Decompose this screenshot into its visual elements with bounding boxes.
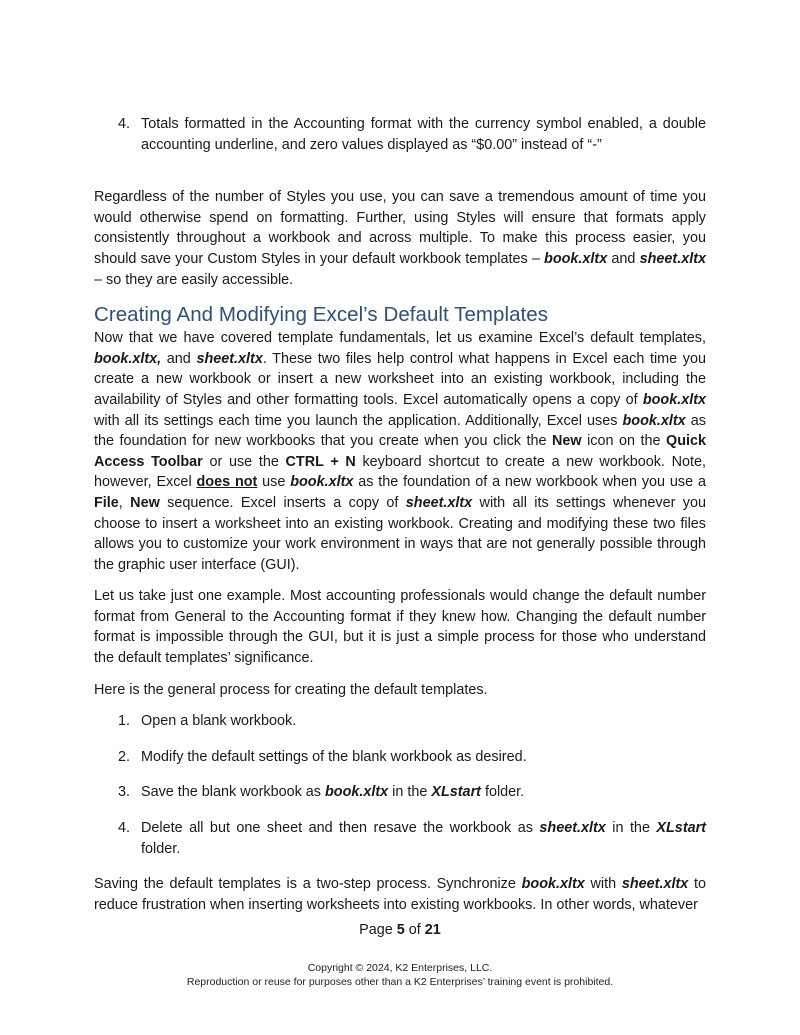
list-item: 2. Modify the default settings of the blank workbook as desired. — [118, 748, 527, 765]
paragraph-example: Let us take just one example. Most accounting professionals would change the default number format from General to the Accounting format if they knew how. Changing the default number format is impossible through the GUI, but it is just a simple process for those who understand the default templates’ significance. — [94, 588, 706, 667]
list-text: Totals formatted in the Accounting format with the currency symbol enabled, a double accounting underline, and zero values displayed as “$0.00” instead of “-” — [141, 116, 706, 153]
paragraph-synchronize: Saving the default templates is a two-step process. Synchronize book.xltx with sheet.xltx to reduce frustration when inserting worksheets into existing workbooks. In other words, whatever — [94, 876, 707, 913]
document-body — [94, 114, 706, 915]
list-number: 4. — [118, 116, 131, 132]
section-heading: Creating And Modifying Excel’s Default Templates — [94, 303, 549, 327]
list-item: 1. Open a blank workbook. — [118, 713, 297, 730]
paragraph-styles: Regardless of the number of Styles you use, you can save a tremendous amount of time you would otherwise spend on formatting. Further, using Styles will ensure that formats apply consistently throughout a workbook and across multiple. To make this process easier, you should save your Custom Styles in your default workbook templates – book.xltx and sheet.xltx – so they are easily accessible. — [94, 189, 706, 288]
paragraph-default-templates: Now that we have covered template fundamentals, let us examine Excel’s default templates, book.xltx, and sheet.xltx. These two files help control what happens in Excel each time you create a new workbook or insert a new worksheet into an existing workbook, including the availability of Styles and other formatting tools. Excel automatically opens a copy of book.xltx with all its settings each time you launch the application. Additionally, Excel uses book.xltx as the foundation for new workbooks that you create when you click the New icon on the Quick Access Toolbar or use the CTRL + N keyboard shortcut to create a new workbook. Note, however, Excel does not use book.xltx as the foundation of a new workbook when you use a File, New sequence. Excel inserts a copy of sheet.xltx with all its settings whenever you choose to insert a worksheet into an existing workbook. Creating and modifying these two files allows you to customize your work environment in ways that are not generally possible through the graphic user interface (GUI). — [94, 330, 707, 573]
copyright-line: Copyright © 2024, K2 Enterprises, LLC. — [307, 962, 493, 974]
steps-list — [94, 711, 706, 859]
list-item: 4. Delete all but one sheet and then resave the workbook as sheet.xltx in the XLstart folder. — [118, 820, 707, 857]
paragraph-process-intro: Here is the general process for creating the default templates. — [94, 681, 488, 698]
footer — [0, 961, 800, 989]
page-number: Page 5 of 21 — [359, 922, 441, 938]
list-item — [94, 114, 706, 155]
list-item: 3. Save the blank workbook as book.xltx in the XLstart folder. — [118, 784, 525, 801]
reproduction-notice: Reproduction or reuse for purposes other than a K2 Enterprises’ training event is prohibited. — [186, 976, 614, 988]
